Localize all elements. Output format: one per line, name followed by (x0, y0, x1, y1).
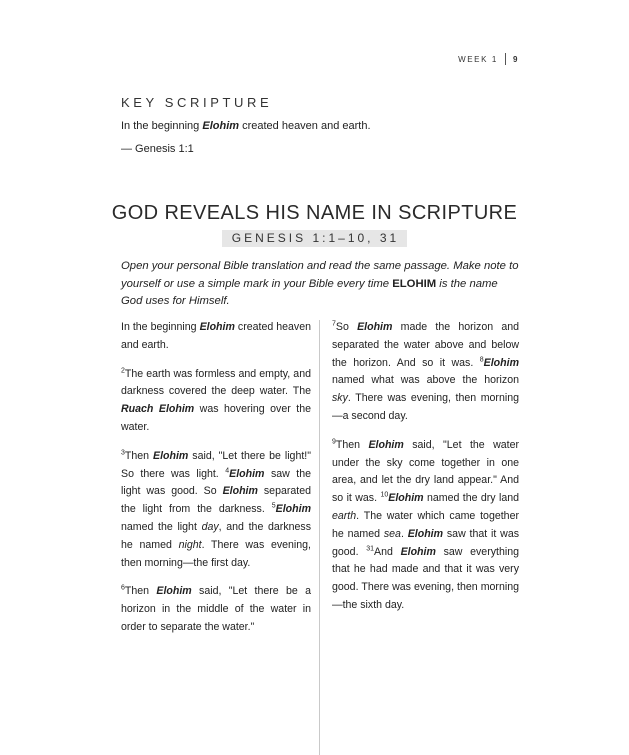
section-title: GOD REVEALS HIS NAME IN SCRIPTURE (111, 202, 518, 224)
scripture-column-right (332, 319, 519, 626)
verse-3-5: $^3$Then Elohim said, "Let there be light!" So there was light. $^4$Elohim saw the light was good. So Elohim separated the light from the darkness. $^5$Elohim named the light day, and the darkness he named night. There was evening, then morning—the first day. (121, 449, 312, 569)
key-scripture-heading: KEY SCRIPTURE (121, 95, 273, 110)
passage-reference: GENESIS 1:1–10, 31 (222, 230, 407, 247)
key-scripture-text: In the beginning Elohim created heaven and earth. (121, 120, 371, 132)
page-number: 9 (512, 54, 519, 64)
verse-7-8: $^7$So Elohim made the horizon and separated the water above and below the horizon. And so it was. $^8$Elohim named what was above the horizon sky. There was evening, then morning—a second day. (332, 320, 520, 422)
scripture-column-left (121, 319, 311, 648)
running-head (458, 53, 519, 65)
verse-6: $^6$Then Elohim said, "Let there be a horizon in the middle of the water in order to separate the water." (121, 584, 311, 633)
key-scripture-reference: — Genesis 1:1 (121, 143, 194, 155)
passage-wrap (0, 229, 629, 247)
verse-2: $^2$The earth was formless and empty, and darkness covered the deep water. The Ruach Elohim was hovering over the water. (121, 367, 311, 433)
verse-9-31: $^9$Then Elohim said, "Let the water under the sky come together in one area, and let the dry land appear." And so it was. $^{10}$Elohim named the dry land earth. The water which came together he named sea. Elohim saw that it was good. $^{31}$And Elohim saw everything that he had made and that it was very good. There was evening, then morning—the sixth day. (332, 438, 520, 611)
header-divider (505, 53, 506, 65)
week-label: WEEK 1 (458, 54, 498, 64)
instructions: Open your personal Bible translation and read the same passage. Make note to yourself or use a simple mark in your Bible every time ELOHIM is the name God uses for Himself. (121, 260, 519, 307)
verse-1: In the beginning Elohim created heaven and earth. (121, 321, 312, 351)
column-divider (319, 320, 320, 755)
